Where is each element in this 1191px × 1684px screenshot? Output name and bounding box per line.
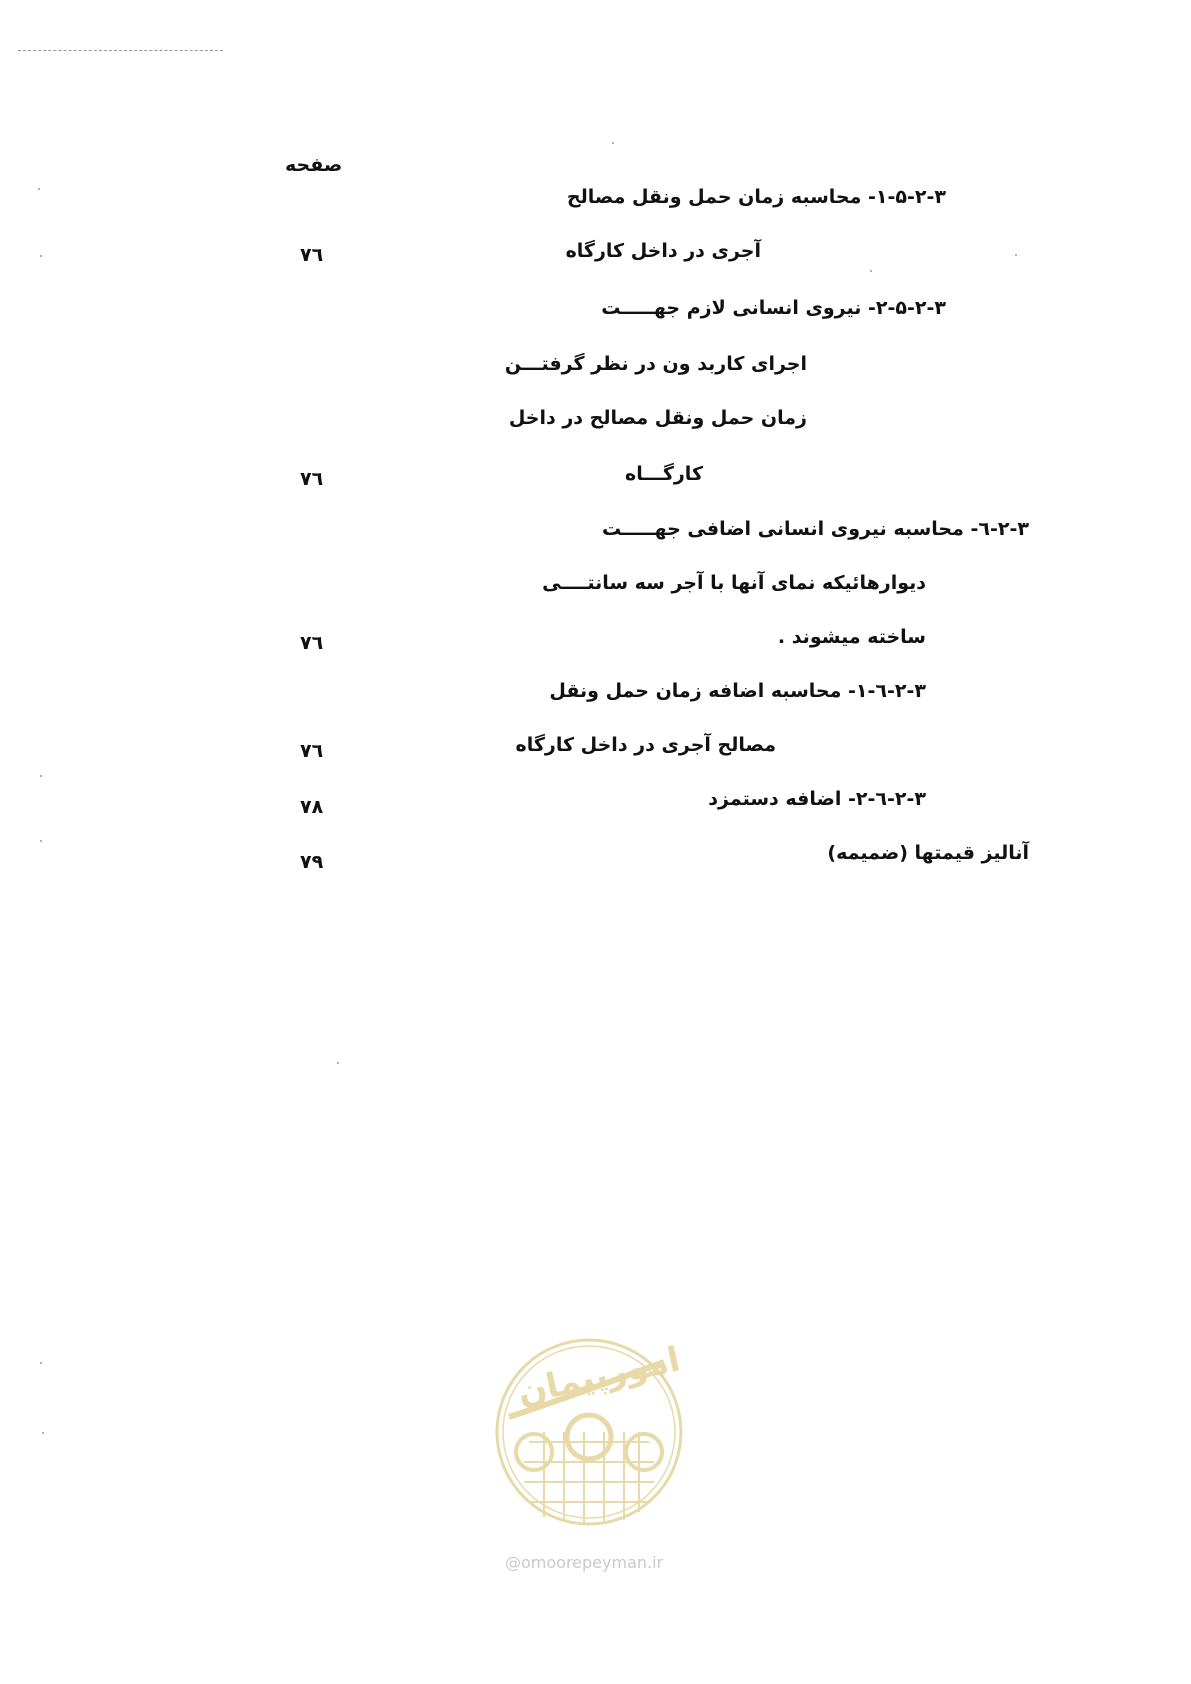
- toc-page-number: ۷٦: [300, 468, 324, 490]
- toc-entry: دیوارهائیکه نمای آنها با آجر سه سانتــــی: [542, 572, 926, 594]
- toc-entry: ۳‐۲‐۵‐۱‐ محاسبه زمان حمل ونقل مصالح: [566, 186, 946, 208]
- toc-page-number: ۷٦: [300, 244, 324, 266]
- toc-entry: مصالح آجری در داخل کارگاه: [515, 734, 776, 756]
- scan-speck: [40, 255, 42, 257]
- toc-entry: ۳‐۲‐۵‐۲‐ نیروی انسانی لازم جهـــــت: [601, 297, 946, 319]
- scan-speck: [870, 270, 872, 272]
- toc-entry: ۳‐۲‐٦‐۱‐ محاسبه اضافه زمان حمل ونقل: [549, 680, 926, 702]
- scan-speck: [42, 1432, 44, 1434]
- toc-entry: ۳‐۲‐٦‐۲‐ اضافه دستمزد: [708, 788, 926, 810]
- toc-entry: آنالیز قیمتها (ضمیمه): [827, 842, 1029, 864]
- toc-entry: زمان حمل ونقل مصالح در داخل: [508, 407, 807, 429]
- watermark-logo: [489, 1322, 689, 1567]
- toc-page-number: ۷۸: [300, 796, 324, 818]
- toc-page-number: ۷٦: [300, 632, 324, 654]
- watermark-url: @omoorepeyman.ir: [505, 1553, 664, 1572]
- scan-speck: [40, 840, 42, 842]
- toc-page-number: ۷٦: [300, 740, 324, 762]
- toc-entry: کارگـــاه: [624, 463, 703, 485]
- scan-speck: [612, 142, 614, 144]
- watermark-logo-text: امورپیمان: [513, 1339, 684, 1413]
- toc-entry: آجری در داخل کارگاه: [565, 240, 761, 262]
- toc-page-number: ۷۹: [300, 851, 324, 873]
- scan-speck: [337, 1062, 339, 1064]
- scan-artifact-line: [18, 50, 223, 52]
- toc-entry: ساخته میشوند .: [777, 626, 926, 648]
- toc-entry: ۳‐۲‐٦‐ محاسبه نیروی انسانی اضافی جهـــــت: [601, 518, 1029, 540]
- scan-speck: [38, 188, 40, 190]
- scan-speck: [40, 1362, 42, 1364]
- scan-speck: [40, 775, 42, 777]
- toc-entry: اجرای کاربد ون در نظر گرفتـــن: [504, 353, 807, 375]
- scan-speck: [1015, 254, 1017, 256]
- page-column-header: صفحه: [285, 154, 343, 176]
